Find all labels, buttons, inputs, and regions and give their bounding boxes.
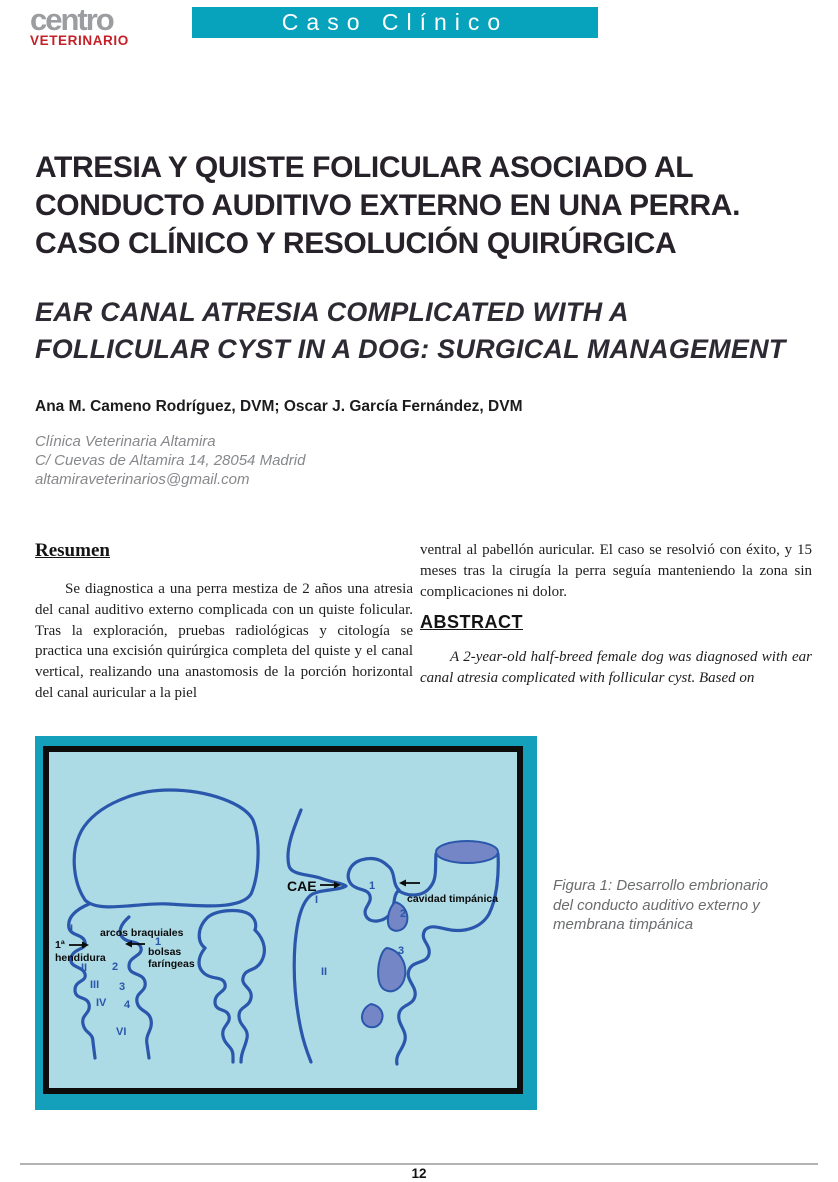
pouch-4-fill bbox=[362, 1004, 383, 1027]
affiliation-clinic: Clínica Veterinaria Altamira bbox=[35, 433, 216, 450]
secondary-right-squiggle bbox=[239, 930, 264, 1062]
column-left bbox=[35, 540, 413, 704]
article-title-english bbox=[35, 294, 805, 368]
roman-ii-right-label: II bbox=[321, 966, 328, 978]
pouch-3-number-right: 3 bbox=[398, 945, 405, 957]
roman-vi-left-label: VI bbox=[116, 1026, 127, 1038]
abstract-heading: ABSTRACT bbox=[420, 612, 523, 633]
embryo-head-outline bbox=[74, 790, 258, 907]
faringeas-word-label: faríngeas bbox=[148, 958, 195, 970]
section-banner-label: Caso Clínico bbox=[281, 9, 509, 35]
arcos-braquiales-label: arcos braquiales bbox=[100, 927, 184, 939]
resumen-paragraph-left: Se diagnostica a una perra mestiza de 2 años una atresia del canal auditivo externo complicada con un quiste folicular. Tras la exploración, pruebas radiológicas y citología se practica una excisión quirúrgica completa del quiste y el canal vertical, realizando una anastomosis de la porción horizontal del canal auricular a la piel bbox=[35, 581, 413, 701]
title-es-line-3: CASO CLÍNICO Y RESOLUCIÓN QUIRÚRGICA bbox=[35, 227, 677, 260]
affiliation-block bbox=[35, 432, 535, 489]
pouch-1-number-left: 1 bbox=[155, 936, 162, 948]
hendidura-number-label: 1ª bbox=[55, 939, 65, 951]
abstract-paragraph: A 2-year-old half-breed female dog was diagnosed with ear canal atresia complicated with follicular cyst. Based on bbox=[420, 649, 812, 687]
tympanic-tube-top bbox=[436, 841, 498, 863]
roman-iii-left-label: III bbox=[90, 979, 100, 991]
ear-canal-outline bbox=[288, 810, 346, 1062]
logo-word-centro: centro bbox=[30, 2, 113, 37]
roman-i-left-label: I bbox=[70, 923, 74, 935]
column-right bbox=[420, 540, 812, 689]
cae-label: CAE bbox=[287, 878, 317, 894]
cavidad-arrow-head bbox=[399, 880, 406, 887]
resumen-paragraph-right: ventral al pabellón auricular. El caso se resolvió con éxito, y 15 meses tras la cirugía la perra seguía manteniendo la zona sin complicaciones ni dolor. bbox=[420, 542, 812, 600]
page-number: 12 bbox=[411, 1166, 427, 1181]
roman-iv-left-label: IV bbox=[96, 997, 107, 1009]
figure-1-caption: Figura 1: Desarrollo embrionario del conducto auditivo externo y membrana timpánica bbox=[553, 877, 769, 933]
title-es-line-2: CONDUCTO AUDITIVO EXTERNO EN UNA PERRA. bbox=[35, 189, 741, 222]
cavidad-timpanica-label: cavidad timpánica bbox=[407, 893, 499, 905]
figure-1-frame bbox=[43, 746, 523, 1094]
affiliation-email: altamiraveterinarios@gmail.com bbox=[35, 471, 250, 488]
authors-line: Ana M. Cameno Rodríguez, DVM; Oscar J. García Fernández, DVM bbox=[35, 398, 523, 415]
pouch-2-number-right: 2 bbox=[400, 908, 407, 920]
section-banner bbox=[192, 7, 598, 38]
logo-word-veterinario: VETERINARIO bbox=[30, 33, 129, 48]
affiliation-address: C/ Cuevas de Altamira 14, 28054 Madrid bbox=[35, 452, 306, 469]
figure-1 bbox=[35, 736, 537, 1110]
secondary-left-squiggle bbox=[199, 948, 233, 1062]
title-es-line-1: ATRESIA Y QUISTE FOLICULAR ASOCIADO AL bbox=[35, 151, 694, 184]
roman-ii-left-label: II bbox=[81, 962, 88, 974]
pouch-2-number-left: 2 bbox=[112, 961, 119, 973]
pouch-3-number-left: 3 bbox=[119, 981, 126, 993]
roman-i-right-label: I bbox=[315, 894, 319, 906]
pouch-1-number-right: 1 bbox=[369, 880, 376, 892]
title-en-line-2: FOLLICULAR CYST IN A DOG: SURGICAL MANAGEMENT bbox=[35, 334, 786, 364]
bolsas-word-label: bolsas bbox=[148, 946, 182, 958]
embryo-diagram bbox=[49, 752, 517, 1088]
article-title-spanish bbox=[35, 149, 775, 263]
magazine-logo bbox=[30, 2, 180, 48]
resumen-heading: Resumen bbox=[35, 540, 110, 561]
title-en-line-1: EAR CANAL ATRESIA COMPLICATED WITH A bbox=[35, 297, 629, 327]
secondary-lobe-outline bbox=[199, 911, 256, 948]
footer-divider bbox=[20, 1163, 818, 1165]
pouch-4-number-left: 4 bbox=[124, 999, 131, 1011]
hendidura-word-label: hendidura bbox=[55, 952, 106, 964]
